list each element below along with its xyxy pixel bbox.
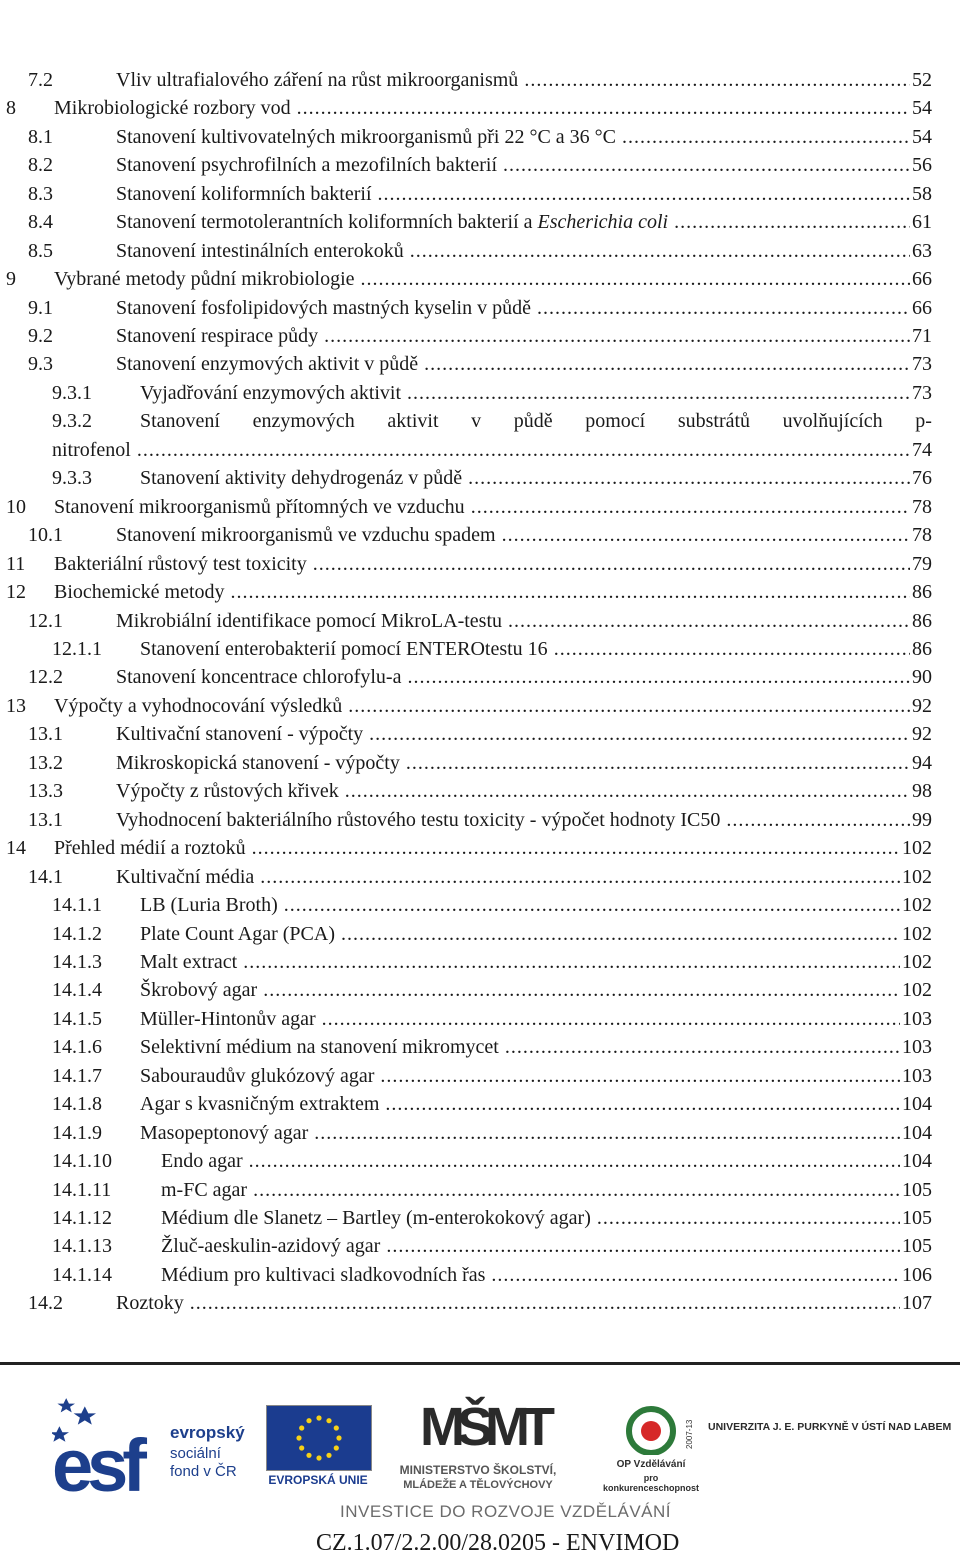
eu-star-icon <box>296 1435 301 1440</box>
toc-entry-page: 66 <box>910 294 932 322</box>
toc-entry-number: 14.1 <box>28 866 63 888</box>
toc-entry-title: Stanovení kultivovatelných mikroorganismů při 22 °C a 36 °C ..... <box>116 126 932 148</box>
eu-star-icon <box>334 1445 339 1450</box>
toc-entry-page: 99 <box>910 806 932 834</box>
toc-entry-page: 71 <box>910 322 932 350</box>
toc-entry[interactable] <box>0 493 932 521</box>
toc-entry[interactable] <box>0 521 932 549</box>
toc-entry-page: 54 <box>910 94 932 122</box>
toc-entry-page: 79 <box>910 550 932 578</box>
eu-star-icon <box>316 1415 321 1420</box>
toc-entry[interactable] <box>0 1176 932 1204</box>
toc-entry-number: 14.1.1 <box>52 894 102 916</box>
op-logo-graphic <box>596 1405 706 1455</box>
toc-entry[interactable] <box>0 749 932 777</box>
toc-entry-title: Kultivační média ..... <box>116 866 932 888</box>
toc-entry-continuation[interactable] <box>0 436 932 464</box>
toc-entry-number: 11 <box>6 553 26 575</box>
toc-entry-page: 73 <box>910 379 932 407</box>
toc-entry[interactable] <box>0 1033 932 1061</box>
toc-entry[interactable] <box>0 834 932 862</box>
toc-entry[interactable] <box>0 322 932 350</box>
toc-entry-page: 73 <box>910 350 932 378</box>
toc-entry[interactable] <box>0 1062 932 1090</box>
toc-entry-page: 102 <box>900 976 932 1004</box>
toc-entry-number: 8.5 <box>28 240 53 262</box>
toc-entry[interactable] <box>0 180 932 208</box>
toc-entry-number: 13 <box>6 695 26 717</box>
toc-entry-number: 13.3 <box>28 780 63 802</box>
eu-flag <box>266 1405 372 1471</box>
svg-text:MŠMT: MŠMT <box>420 1397 547 1457</box>
esf-logo <box>52 1395 252 1495</box>
toc-entry-number: 14.1.9 <box>52 1122 102 1144</box>
toc-entry-number: 14.1.13 <box>52 1235 112 1257</box>
svg-text:2007-13: 2007-13 <box>685 1419 694 1449</box>
toc-entry-title: Malt extract ..... <box>140 951 932 973</box>
toc-entry-page: 106 <box>900 1261 932 1289</box>
toc-entry-page: 102 <box>900 863 932 891</box>
toc-entry-title: LB (Luria Broth) ..... <box>140 894 932 916</box>
toc-entry-title: Vyjadřování enzymových aktivit ..... <box>140 382 932 404</box>
toc-entry[interactable] <box>0 1261 932 1289</box>
eu-star-icon <box>334 1425 339 1430</box>
toc-entry-number: 10.1 <box>28 524 63 546</box>
toc-entry-number: 8.2 <box>28 154 53 176</box>
toc-entry-number: 9 <box>6 268 16 290</box>
toc-entry[interactable] <box>0 777 932 805</box>
toc-entry-number: 12 <box>6 581 26 603</box>
toc-entry[interactable] <box>0 692 932 720</box>
toc-entry-title: Sabouraudův glukózový agar ..... <box>140 1065 932 1087</box>
toc-entry-number: 13.1 <box>28 723 63 745</box>
eu-star-icon <box>326 1453 331 1458</box>
toc-entry[interactable] <box>0 663 932 691</box>
project-code: CZ.1.07/2.2.00/28.0205 - ENVIMOD <box>316 1530 680 1556</box>
toc-entry-page: 76 <box>910 464 932 492</box>
toc-entry-number: 8.1 <box>28 126 53 148</box>
toc-entry-page: 103 <box>900 1033 932 1061</box>
toc-entry[interactable] <box>0 1204 932 1232</box>
toc-entry[interactable] <box>0 1147 932 1175</box>
toc-entry-number: 14.1.2 <box>52 923 102 945</box>
eu-star-icon <box>316 1455 321 1460</box>
toc-entry-number: 14.1.6 <box>52 1036 102 1058</box>
toc-entry-page: 92 <box>910 692 932 720</box>
toc-entry-number: 14.1.7 <box>52 1065 102 1087</box>
esf-logo-graphic <box>52 1395 252 1495</box>
toc-entry-number: 14.1.12 <box>52 1207 112 1229</box>
toc-entry-page: 102 <box>900 920 932 948</box>
eu-stars-icon <box>267 1406 371 1470</box>
toc-entry[interactable] <box>0 464 932 492</box>
toc-entry[interactable] <box>0 294 932 322</box>
toc-entry[interactable] <box>0 1232 932 1260</box>
toc-entry-number: 13.1 <box>28 809 63 831</box>
slogan: INVESTICE DO ROZVOJE VZDĚLÁVÁNÍ <box>340 1502 672 1521</box>
eu-star-icon <box>299 1425 304 1430</box>
toc-entry-title: Kultivační stanovení - výpočty ..... <box>116 723 932 745</box>
toc-entry[interactable] <box>0 237 932 265</box>
toc-entry-page: 58 <box>910 180 932 208</box>
msmt-logo <box>388 1393 568 1497</box>
toc-entry-page: 104 <box>900 1090 932 1118</box>
toc-entry-page: 86 <box>910 607 932 635</box>
toc-entry-title: Roztoky ..... <box>116 1292 932 1314</box>
toc-entry-title: Plate Count Agar (PCA) ..... <box>140 923 932 945</box>
eu-label: EVROPSKÁ UNIE <box>268 1473 368 1487</box>
toc-entry-number: 12.1.1 <box>52 638 102 660</box>
toc-entry-number: 12.2 <box>28 666 63 688</box>
toc-entry-title: Stanovení enzymových aktivit v půdě pomocí substrátů uvolňujících p- <box>140 410 932 432</box>
toc-entry[interactable] <box>0 265 932 293</box>
toc-entry-number: 14.2 <box>28 1292 63 1314</box>
toc-entry[interactable] <box>0 151 932 179</box>
toc-entry-title: Škrobový agar ..... <box>140 979 932 1001</box>
toc-entry[interactable] <box>0 1119 932 1147</box>
toc-entry-title: Masopeptonový agar ..... <box>140 1122 932 1144</box>
toc-entry-page: 94 <box>910 749 932 777</box>
toc-entry-title: Médium dle Slanetz – Bartley (m-enterokokový agar) ..... <box>161 1207 932 1229</box>
toc-entry[interactable] <box>0 66 932 94</box>
toc-entry-title: Výpočty a vyhodnocování výsledků ..... <box>54 695 932 717</box>
msmt-logo-graphic <box>388 1393 568 1457</box>
toc-entry[interactable] <box>0 806 932 834</box>
toc-entry-title: Selektivní médium na stanovení mikromycet ..... <box>140 1036 932 1058</box>
toc-entry-number: 7.2 <box>28 69 53 91</box>
toc-entry-title: Mikrobiální identifikace pomocí MikroLA-testu ..... <box>116 610 932 632</box>
toc-entry-number: 14 <box>6 837 26 859</box>
toc-entry-number: 9.3.1 <box>52 382 92 404</box>
toc-entry-page: 104 <box>900 1119 932 1147</box>
toc-entry-number: 14.1.10 <box>52 1150 112 1172</box>
eu-star-icon <box>326 1418 331 1423</box>
toc-entry-title: Vyhodnocení bakteriálního růstového testu toxicity - výpočet hodnoty IC50 ..... <box>116 809 932 831</box>
toc-entry[interactable] <box>0 578 932 606</box>
toc-entry[interactable] <box>0 550 932 578</box>
toc-entry-title: Přehled médií a roztoků ..... <box>54 837 932 859</box>
eu-star-icon <box>306 1418 311 1423</box>
toc-entry-continuation-text: nitrofenol ..... <box>52 439 932 461</box>
toc-entry-number: 8.3 <box>28 183 53 205</box>
footer-logos <box>0 1365 960 1557</box>
eu-star-icon <box>306 1453 311 1458</box>
toc-entry[interactable] <box>0 720 932 748</box>
toc-entry-title: Stanovení fosfolipidových mastných kyselin v půdě ..... <box>116 297 932 319</box>
toc-entry-title: Mikrobiologické rozbory vod ..... <box>54 97 932 119</box>
toc-entry-number: 8.4 <box>28 211 53 233</box>
toc-entry-number: 14.1.4 <box>52 979 102 1001</box>
toc-entry-number: 9.3 <box>28 353 53 375</box>
toc-entry-page: 52 <box>910 66 932 94</box>
toc-entry-page: 74 <box>910 436 932 464</box>
op-line2: pro konkurenceschopnost <box>602 1473 700 1493</box>
toc-entry-number: 9.3.3 <box>52 467 92 489</box>
toc-entry-title: Biochemické metody ..... <box>54 581 932 603</box>
toc-entry[interactable] <box>0 635 932 663</box>
toc-entry-title: Stanovení enterobakterií pomocí ENTEROtestu 16 ..... <box>140 638 932 660</box>
toc-entry-page: 105 <box>900 1232 932 1260</box>
toc-entry-title: Stanovení aktivity dehydrogenáz v půdě ..... <box>140 467 932 489</box>
svg-text:esf: esf <box>52 1424 141 1495</box>
toc-entry-title: Médium pro kultivaci sladkovodních řas ..... <box>161 1264 932 1286</box>
toc-entry-page: 102 <box>900 948 932 976</box>
op-line1: OP Vzdělávání <box>616 1459 686 1470</box>
toc-entry[interactable] <box>0 920 932 948</box>
toc-entry-number: 9.2 <box>28 325 53 347</box>
toc-entry[interactable] <box>0 948 932 976</box>
toc-entry[interactable] <box>0 1090 932 1118</box>
esf-title: evropský <box>170 1423 245 1442</box>
toc-entry-page: 107 <box>900 1289 932 1317</box>
toc-entry-title: Stanovení enzymových aktivit v půdě ..... <box>116 353 932 375</box>
toc-entry-page: 105 <box>900 1176 932 1204</box>
toc-entry-title: Stanovení koliformních bakterií ..... <box>116 183 932 205</box>
toc-entry-title: Endo agar ..... <box>161 1150 932 1172</box>
toc-entry[interactable] <box>0 607 932 635</box>
toc-entry-page: 92 <box>910 720 932 748</box>
toc-entry-title: Vybrané metody půdní mikrobiologie ..... <box>54 268 932 290</box>
toc-entry-number: 9.1 <box>28 297 53 319</box>
toc-entry[interactable] <box>0 123 932 151</box>
toc-entry-page: 66 <box>910 265 932 293</box>
toc-entry-page: 103 <box>900 1062 932 1090</box>
toc-entry-title: m-FC agar ..... <box>161 1179 932 1201</box>
esf-line3: fond v ČR <box>170 1463 237 1480</box>
toc-entry-page: 102 <box>900 891 932 919</box>
toc-entry-page: 102 <box>900 834 932 862</box>
toc-entry-title: Stanovení psychrofilních a mezofilních bakterií ..... <box>116 154 932 176</box>
toc-entry-title: Bakteriální růstový test toxicity ..... <box>54 553 932 575</box>
toc-entry-page: 105 <box>900 1204 932 1232</box>
toc-entry-page: 104 <box>900 1147 932 1175</box>
toc-entry[interactable] <box>0 976 932 1004</box>
university-label: UNIVERZITA J. E. PURKYNĚ V ÚSTÍ NAD LABEM <box>708 1421 952 1433</box>
toc-entry-title: Žluč-aeskulin-azidový agar ..... <box>161 1235 932 1257</box>
toc-entry-page: 78 <box>910 521 932 549</box>
toc-entry-number: 10 <box>6 496 26 518</box>
eu-logo <box>262 1405 374 1485</box>
toc-entry[interactable] <box>0 1005 932 1033</box>
toc-entry-number: 9.3.2 <box>52 410 92 432</box>
toc-entry-page: 54 <box>910 123 932 151</box>
msmt-line2: MLÁDEŽE A TĚLOVÝCHOVY <box>403 1479 553 1491</box>
eu-star-icon <box>336 1435 341 1440</box>
toc-entry-title: Mikroskopická stanovení - výpočty ..... <box>116 752 932 774</box>
toc-entry[interactable] <box>0 94 932 122</box>
toc-entry-page: 63 <box>910 237 932 265</box>
esf-line2: sociální <box>170 1445 221 1462</box>
toc-entry-page: 86 <box>910 635 932 663</box>
toc-entry-title: Stanovení intestinálních enterokoků ..... <box>116 240 932 262</box>
toc-entry-page: 56 <box>910 151 932 179</box>
toc-entry[interactable] <box>0 350 932 378</box>
toc-entry-number: 14.1.3 <box>52 951 102 973</box>
toc-entry-page: 90 <box>910 663 932 691</box>
toc-entry[interactable] <box>0 208 932 236</box>
toc-entry-number: 14.1.5 <box>52 1008 102 1030</box>
toc-entry[interactable] <box>0 863 932 891</box>
eu-star-icon <box>299 1445 304 1450</box>
toc-entry-page: 98 <box>910 777 932 805</box>
toc-entry-title: Agar s kvasničným extraktem ..... <box>140 1093 932 1115</box>
toc-entry-title: Stanovení respirace půdy ..... <box>116 325 932 347</box>
toc-entry[interactable] <box>0 1289 932 1317</box>
toc-entry-title: Stanovení koncentrace chlorofylu-a ..... <box>116 666 932 688</box>
msmt-line1: MINISTERSTVO ŠKOLSTVÍ, <box>399 1463 557 1477</box>
toc-entry-page: 103 <box>900 1005 932 1033</box>
toc-entry[interactable] <box>0 379 932 407</box>
toc-entry-number: 14.1.8 <box>52 1093 102 1115</box>
toc-entry-title: Stanovení mikroorganismů přítomných ve vzduchu ..... <box>54 496 932 518</box>
toc-entry-number: 13.2 <box>28 752 63 774</box>
toc-entry-page: 86 <box>910 578 932 606</box>
op-logo <box>596 1405 706 1495</box>
toc-entry-number: 14.1.14 <box>52 1264 112 1286</box>
toc-entry[interactable] <box>0 891 932 919</box>
toc-entry-title: Müller-Hintonův agar ..... <box>140 1008 932 1030</box>
toc-entry-title: Výpočty z růstových křivek ..... <box>116 780 932 802</box>
toc-entry-title: Stanovení mikroorganismů ve vzduchu spadem ..... <box>116 524 932 546</box>
toc-entry-page: 61 <box>910 208 932 236</box>
toc-entry-page: 78 <box>910 493 932 521</box>
toc-entry-number: 12.1 <box>28 610 63 632</box>
toc-entry-number: 8 <box>6 97 16 119</box>
toc-entry[interactable] <box>0 407 932 435</box>
toc-entry-title: Vliv ultrafialového záření na růst mikroorganismů ..... <box>116 69 932 91</box>
toc-entry-number: 14.1.11 <box>52 1179 112 1201</box>
toc-entry-title: Stanovení termotolerantních koliformních bakterií a Escherichia coli ..... <box>116 211 932 233</box>
